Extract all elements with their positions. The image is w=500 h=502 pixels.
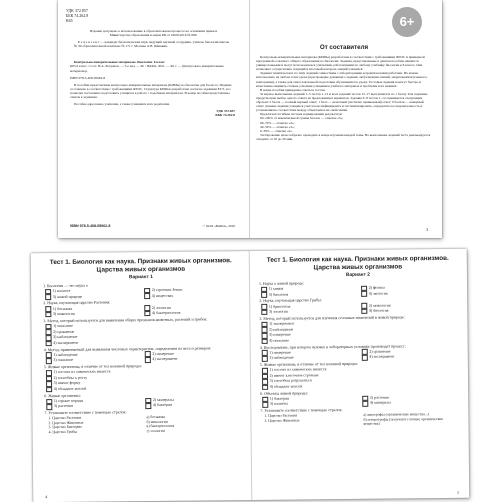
answer-checkbox[interactable] xyxy=(261,310,267,316)
answer-checkbox[interactable] xyxy=(261,292,267,298)
answer-options xyxy=(46,397,240,410)
matching-item: 3. Царство Бактерии xyxy=(48,425,82,430)
question-block xyxy=(259,315,457,344)
answer-checkbox[interactable] xyxy=(144,311,150,317)
answer-options xyxy=(45,287,239,300)
answer-label: 4) эксперимент xyxy=(369,354,395,360)
matching-item: 2. Царство Животные xyxy=(48,420,84,425)
preface-paragraph: В конце пособия приведены ответы к тестам. xyxy=(260,87,326,92)
matching-item: б) гетеротрофы (получают готовые органические вещества) xyxy=(363,416,444,427)
answer-label: 2) измерение xyxy=(152,351,174,356)
answer-checkbox[interactable] xyxy=(46,358,52,364)
udk-code: УДК 372.857 xyxy=(66,8,88,13)
answer-label: 3) зоология xyxy=(268,309,288,314)
question-block xyxy=(43,317,239,346)
answer-label: 3) измерение xyxy=(269,332,291,338)
grade-line: 66–79% — отметка «4»; xyxy=(260,120,295,125)
question-block xyxy=(43,300,239,318)
question-text: 3. Метод, который используется для изучения сезонных изменений в живой природе: xyxy=(259,314,405,321)
answer-label: 3) наблюдение xyxy=(269,355,294,361)
matching-right-column xyxy=(363,412,458,427)
answer-label: 1) наблюдение xyxy=(53,352,78,357)
answer-label: 3) имеют форму xyxy=(53,381,81,386)
answer-label: 3) описание xyxy=(53,358,74,363)
question-text: 4. Исследование, при котором человек в лабораторных условиях производит процесс: xyxy=(259,343,406,350)
answer-checkbox[interactable] xyxy=(46,387,52,393)
grade-line: 40–59% — отметка «3»; xyxy=(260,124,295,129)
question-text: 2. Наука, изучающая царство Грибы: xyxy=(259,297,322,304)
question-block xyxy=(260,343,458,361)
question-text: 1. Наука о живой природе: xyxy=(259,280,305,286)
answer-label: 4) веществах xyxy=(151,293,174,298)
matching-question: 7. Установите соответствие с помощью стрелок. xyxy=(44,409,127,416)
author-mark: К65 xyxy=(66,18,73,23)
bottom-book-spread xyxy=(31,249,470,502)
answer-option[interactable] xyxy=(145,356,240,363)
answer-label: 4) бактериология xyxy=(151,310,181,316)
answer-checkbox[interactable] xyxy=(145,403,151,409)
isbn-line: ISBN 978-5-408-05062-8 xyxy=(70,75,106,80)
answer-label: 2) физика xyxy=(368,285,385,290)
answer-label: 2) способны к росту xyxy=(53,375,88,380)
answer-checkbox[interactable] xyxy=(45,294,51,300)
grade-line: 90–100% от максимальной суммы баллов — отметка «5»; xyxy=(260,116,344,121)
answer-checkbox[interactable] xyxy=(46,341,52,347)
preface-paragraph: За верное выполнение заданий 1–5 тестов 1–12 и всех заданий тестов 13–17 выставляется по 1 баллу. Тем заданием предусмотрен выбор одного ответа из предложенных вариантов. Задание 6–8 тестов 1–12 оценивается следующим образом: 2 балла — полный верный ответ; 1 балл — неполный (частично правильный) ответ; 0 баллов — неверный ответ. Данные задания учащиеся учатся классифицировать и систематизировать, определять последовательность и устанавливать соответствие между объектами и их свойствами. xyxy=(256,91,428,113)
answer-options xyxy=(46,368,240,392)
answer-label: 1) бактерии xyxy=(269,396,290,401)
question-list xyxy=(259,280,458,408)
answer-options xyxy=(262,348,458,361)
answer-label: 4) бактерии xyxy=(152,403,173,408)
answer-label: 4) экология xyxy=(368,291,388,296)
answer-option[interactable] xyxy=(362,354,458,361)
page-number: 5 xyxy=(457,489,460,495)
answer-option[interactable] xyxy=(361,308,457,315)
answer-checkbox[interactable] xyxy=(45,312,51,318)
bottom-spine xyxy=(249,251,253,500)
question-block xyxy=(44,392,240,410)
answer-label: 1) космосе xyxy=(52,288,71,294)
answer-checkbox[interactable] xyxy=(262,385,268,391)
question-block xyxy=(44,363,240,392)
question-text: 4. Метод, применяемый для выявления числовых характеристик, определения их веса и размеров: xyxy=(43,345,212,352)
page-number: 3 xyxy=(426,227,428,232)
answer-label: 3) наблюдение xyxy=(53,335,78,340)
answer-label: 3) растения xyxy=(53,404,73,409)
answer-options xyxy=(45,304,239,317)
answer-label: 1) горные породы xyxy=(53,398,84,403)
matching-item: в) бактериология xyxy=(146,424,175,429)
answer-label: 3) биология xyxy=(268,292,289,297)
answer-option[interactable] xyxy=(144,292,239,299)
answer-label: 1) ботаника xyxy=(52,306,73,311)
top-spine xyxy=(249,0,250,238)
preface-paragraph: Тестирование целесообразно проводить в конце изучения каждой темы. На выполнение заданий теста рекомендуется отводить от 10 до 20 мин. xyxy=(256,132,431,141)
imprint-page xyxy=(66,0,241,238)
answer-label: 1) бриология xyxy=(268,304,291,309)
question-block xyxy=(260,390,458,408)
copyright: © ООО «ВАКО», 2016 xyxy=(202,223,235,228)
annotation: В пособии представлены контрольно-измерительные материалы (КИМы) по биологии для 6 класса. Издание составлено в соответствии с требованиями ФГОС. Структура КИМов разработана согласно заданиям ЕГЭ, что позволит постепенно подготовить учащихся к работе с подобным материалом. В конце пособия представлены ответы к заданиям. xyxy=(70,82,232,100)
answer-options xyxy=(261,320,457,344)
answer-options xyxy=(45,322,239,346)
answer-label: 4) обладают массой xyxy=(53,386,87,392)
answer-options xyxy=(261,285,457,298)
top-book-spread xyxy=(58,0,442,238)
answer-label: 3) живой природе xyxy=(52,294,83,299)
matching-item: б) микология xyxy=(146,419,168,424)
matching-item: 1. Царство Растения xyxy=(264,413,298,418)
answer-option[interactable] xyxy=(362,400,458,407)
isbn-bottom: ISBN 978-5-408-05062-8 xyxy=(70,223,111,228)
question-text: 5. Живые организмы, в отличие от тел неживой природы: xyxy=(43,363,143,370)
question-text: 2. Наука, изучающая царство Растения: xyxy=(43,299,111,306)
answer-checkbox[interactable] xyxy=(262,402,268,408)
question-block xyxy=(43,282,239,300)
matching-item: а) автотрофы (органические вещества...) xyxy=(363,412,429,417)
answer-label: 2) микология xyxy=(368,303,391,308)
audience-note: Пособие адресовано учителям, а также учащимся и их родителям. xyxy=(74,102,170,107)
question-text: 5. Живые организмы, в отличие от тел неживой природы: xyxy=(259,360,359,368)
answer-label: 1) состоят из химических веществ xyxy=(53,369,111,375)
answer-checkbox[interactable] xyxy=(144,293,150,299)
question-text: 3. Метод, который используется для выявления общих признаков животных, растений и грибов: xyxy=(43,316,208,324)
answer-label: 4) эксперимент xyxy=(53,340,79,345)
answer-checkbox[interactable] xyxy=(362,401,368,407)
matching-left-column xyxy=(48,415,142,434)
biblio-record: К65 6 класс / Сост. Н.А. Богданов. — 5-е изд. — М. : ВАКО, 2021. — 96 с. — (Контрольно-измерительные материалы). xyxy=(70,64,224,73)
answer-checkbox[interactable] xyxy=(262,338,268,344)
answer-label: 2) минералы xyxy=(152,397,174,402)
question-text: 6. Объекты живой природы: xyxy=(260,390,309,396)
answer-options xyxy=(261,302,457,315)
answer-option[interactable] xyxy=(361,290,457,297)
question-text: 1. Биология — это наука о xyxy=(43,282,88,289)
answer-label: 1) химия xyxy=(268,286,284,291)
answer-label: 1) описание xyxy=(53,323,73,329)
matching-right-column xyxy=(146,414,240,433)
answer-label: 4) описание xyxy=(269,338,289,343)
matching-item: а) ботаника xyxy=(146,414,166,420)
matching-item: 1. Царство Растения xyxy=(48,415,82,421)
bbk-code: ББК 74.262.8 xyxy=(66,13,89,18)
answer-label: 2) имеют клеточное строение xyxy=(269,373,319,378)
answer-label: 2) сравнение xyxy=(53,329,75,334)
answer-checkbox[interactable] xyxy=(361,291,367,297)
answer-checkbox[interactable] xyxy=(46,404,52,410)
preface-page xyxy=(256,0,432,238)
answer-checkbox[interactable] xyxy=(262,356,268,362)
age-rating-badge: 6+ xyxy=(392,7,422,37)
matching-item: г) зоология xyxy=(146,428,165,433)
answer-label: 4) обладают массой xyxy=(269,384,303,389)
test-variant-1-page xyxy=(43,251,242,502)
question-block xyxy=(259,280,457,298)
test-variant-2-page xyxy=(259,249,460,500)
answer-options xyxy=(46,351,240,364)
preface-heading: От составителя xyxy=(319,44,369,51)
udk-bottom: УДК 372.857 xyxy=(216,109,235,114)
variant-label: Вариант 2 xyxy=(345,272,370,278)
grade-line: 0–39% — отметка «2». xyxy=(260,128,293,133)
approval-note: Издание допущено к использованию в образовательном процессе на основании приказа Министерства образования и науки РФ от 09.06.2016 № 699. xyxy=(89,29,218,38)
answer-options xyxy=(262,394,458,407)
matching-table xyxy=(48,414,240,434)
preface-paragraph: Контрольно-измерительные материалы (КИМы) разработаны в соответствии с требованиями ФГОС и примерной программой основного общего образования по биологии. Задания, представленные в данном пособии, являются универсальными и могут использоваться учителями, работающими по любому учебнику биологии в 6 классе. Они позволяют осуществлять текущий и итоговый контроль знаний учащихся. xyxy=(256,55,425,72)
matching-item: 4. Царство Грибы xyxy=(48,429,78,434)
page-number: 4 xyxy=(45,494,48,500)
matching-item: 2. Царство Животные xyxy=(264,418,300,423)
test-title: Тест 1. Биология как наука. Признаки живых организмов. Царства живых организмов xyxy=(266,254,449,271)
question-text: 6. Живые организмы: xyxy=(44,392,81,398)
answer-label: 4) эксперимент xyxy=(152,357,178,362)
answer-label: 2) растения xyxy=(369,395,389,400)
question-block xyxy=(44,346,240,364)
answer-label: 2) зоология xyxy=(151,305,171,310)
variant-label: Вариант 1 xyxy=(128,275,153,281)
matching-question: 7. Установите соответствие с помощью стрелок. xyxy=(260,407,343,414)
matching-table xyxy=(264,412,458,428)
biblio-title: Контрольно-измерительные материалы. Биология. 6 класс xyxy=(74,60,165,65)
preface-paragraph: Задания тематически и по типу заданий совместимы с лабораторными и практическими работами. Их можно использовать на любом этапе урока (при проверке домашнего задания, актуализации знаний, закреплении изученного, повторении), а также для самостоятельной подготовки обучающихся к уроку. Тестовые задания помогут быстро и качественно выявить степень усвоения учащимися учебного материала и проблемы в их знаниях. xyxy=(256,71,428,88)
answer-label: 1) состоят из химических веществ xyxy=(269,367,327,372)
answer-label: 1) эксперимент xyxy=(269,321,295,326)
answer-label: 2) строении Земли xyxy=(151,287,183,293)
answer-label: 3) микология xyxy=(52,311,75,317)
test-title: Тест 1. Биология как наука. Признаки живых организмов. Царства живых организмов xyxy=(49,257,232,274)
answer-label: 3) планеты xyxy=(269,402,289,407)
matching-left-column xyxy=(264,413,359,428)
question-block xyxy=(260,361,458,390)
answer-checkbox[interactable] xyxy=(145,357,151,363)
question-block xyxy=(259,297,457,315)
answer-label: 1) измерение xyxy=(269,350,291,355)
answer-label: 2) наблюдение xyxy=(269,327,294,332)
answer-option[interactable] xyxy=(145,402,240,409)
answer-option[interactable] xyxy=(144,310,239,317)
question-list xyxy=(43,282,240,410)
answer-options xyxy=(262,366,458,390)
bbk-bottom: ББК 74.262.8 xyxy=(215,113,235,118)
answer-label: 4) минералы xyxy=(369,400,391,406)
answer-checkbox[interactable] xyxy=(361,309,367,315)
answer-label: 3) способны разрушаться xyxy=(269,378,312,384)
answer-checkbox[interactable] xyxy=(362,355,368,361)
reviewer-note: Р е ц е н з е н т — кандидат биологических наук, ведущий научный сотрудник, учитель биологии школы № 39 образовательной комплекс № 171 г. Москвы А.В. Шишкин. xyxy=(74,40,230,49)
preface-paragraph: Предлагается гибкая система нормирования результатов: xyxy=(260,112,343,117)
answer-label: 2) сравнение xyxy=(369,349,391,354)
answer-label: 4) биология xyxy=(368,308,389,313)
